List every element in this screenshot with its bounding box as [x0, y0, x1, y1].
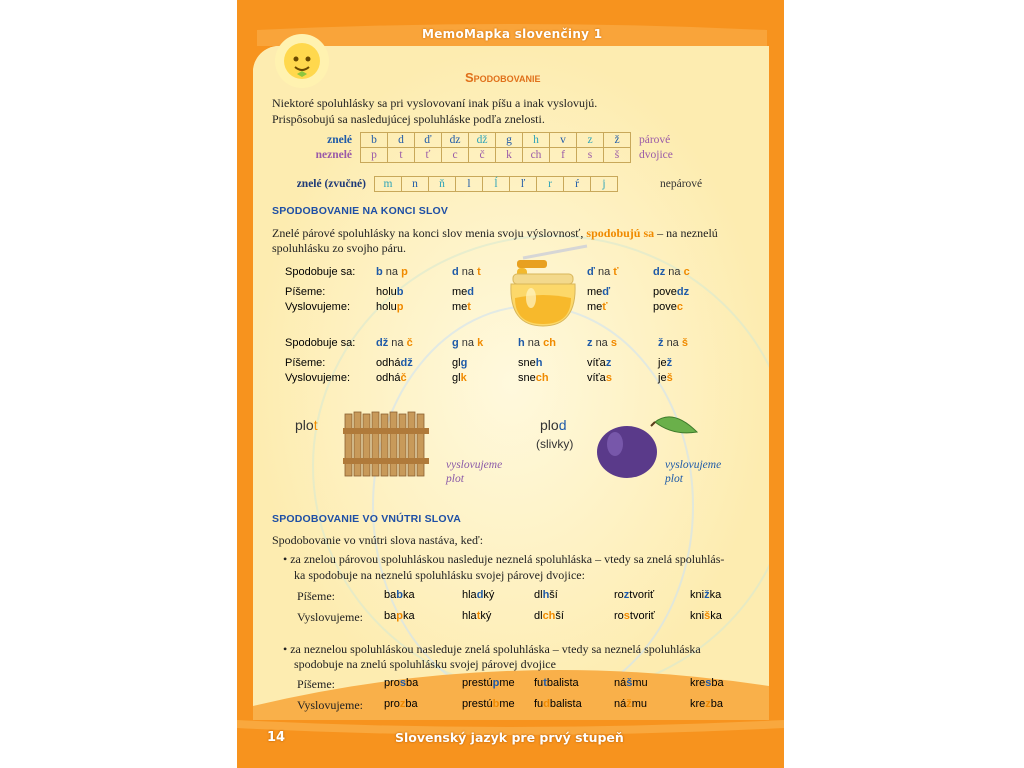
page [237, 0, 784, 768]
word-part: prestú [462, 677, 493, 689]
voiceless-letter: s [577, 148, 604, 163]
word-written-end: b [396, 286, 404, 298]
plod-say-label [665, 458, 721, 486]
label-piseme-1: Píšeme: [285, 286, 326, 298]
section1-text-line2: spoluhlásku zo svojho páru. [272, 241, 406, 255]
word-part: ba [710, 698, 724, 710]
voiceless-sound: p [401, 266, 408, 278]
unpaired-letter: ĺ [483, 177, 510, 192]
word-base: holu [376, 301, 397, 313]
plot-say-2: plot [665, 473, 683, 485]
word-spoken-letter: š [704, 610, 711, 622]
word-spoken-end: k [460, 372, 467, 384]
spoken-word [653, 301, 683, 313]
word-part: tvoriť [629, 610, 655, 622]
word-part: kni [690, 610, 705, 622]
voiceless-letter: p [361, 148, 388, 163]
word-part: ký [483, 589, 495, 601]
word-base: sne [518, 372, 536, 384]
voiced-letter: g [496, 133, 523, 148]
word-part: ro [614, 589, 624, 601]
na-text: na [666, 337, 679, 349]
na-text: na [527, 337, 541, 349]
plod-end: d [558, 417, 567, 433]
word-part: pro [384, 698, 400, 710]
word-part: kni [690, 589, 705, 601]
unpaired-letter: ŕ [564, 177, 591, 192]
plod-base: plo [540, 417, 559, 433]
spoken-word [452, 372, 467, 384]
voiceless-sound: s [610, 337, 617, 349]
sec2-label-piseme-2: Píšeme: [297, 677, 335, 691]
word-part: balista [549, 698, 582, 710]
sound-pair [376, 337, 413, 349]
word-part: ro [614, 610, 624, 622]
spoken-word [587, 372, 612, 384]
sound-pair [658, 337, 688, 349]
word-base: me [452, 301, 468, 313]
voiced-letter: ž [604, 133, 631, 148]
word-part: kre [690, 698, 706, 710]
written-word [653, 286, 689, 298]
unpaired-row [282, 177, 702, 192]
sound-pair [653, 266, 690, 278]
word-part: mu [631, 698, 648, 710]
word-part: ba [384, 589, 397, 601]
section2-title: SPODOBOVANIE VO VNÚTRI SLOVA [272, 513, 461, 525]
voiceless-letter: ť [415, 148, 442, 163]
word-spoken-letter: z [399, 698, 406, 710]
sound-pair [587, 266, 619, 278]
written-word [534, 589, 558, 601]
written-word [376, 357, 413, 369]
spoken-word [614, 610, 655, 622]
sound-pair [376, 266, 408, 278]
written-word [452, 286, 474, 298]
vyslovujeme-label-2: vyslovujeme [665, 459, 722, 471]
word-written-letter: p [492, 677, 500, 689]
page-title: Spodobovanie [465, 70, 541, 85]
voiced-sound: g [452, 337, 459, 349]
spoken-word [462, 610, 491, 622]
voiced-letter: dz [442, 133, 469, 148]
word-base: odhá [376, 372, 401, 384]
voiced-letter: h [523, 133, 550, 148]
plot-say-label [446, 458, 502, 486]
written-word [658, 357, 672, 369]
word-part: me [499, 698, 515, 710]
written-word [518, 357, 542, 369]
voiced-letter: dž [469, 133, 496, 148]
written-word [690, 677, 724, 689]
voiced-letter: v [550, 133, 577, 148]
word-spoken-end: ť [602, 301, 608, 313]
written-word [587, 357, 611, 369]
unpaired-letter: ň [429, 177, 456, 192]
word-spoken-end: š [666, 372, 673, 384]
word-spoken-end: č [400, 372, 407, 384]
voiceless-sound: c [683, 266, 690, 278]
voiced-letter: d [388, 133, 415, 148]
word-part: hla [462, 589, 477, 601]
voiced-sound: ď [587, 266, 595, 278]
word-part: ký [480, 610, 492, 622]
intro-line-1: Niektoré spoluhlásky sa pri vyslovovaní inak píšu a inak vyslovujú. [272, 96, 598, 110]
voiced-row [282, 133, 673, 148]
honey-jar-image [509, 238, 591, 330]
na-text: na [597, 266, 611, 278]
word-spoken-end: ch [535, 372, 549, 384]
voiceless-letter: f [550, 148, 577, 163]
word-spoken-end: s [605, 372, 612, 384]
sound-pair [452, 266, 481, 278]
written-word [384, 589, 415, 601]
header-title: MemoMapka slovenčiny 1 [422, 27, 603, 41]
word-spoken-letter: ž [626, 698, 632, 710]
sound-pair [518, 337, 556, 349]
bullet2-text-1: za neznelou spoluhláskou nasleduje znelá spoluhláska – vtedy sa neznelá spoluhláska [290, 642, 701, 656]
voiceless-letter: ch [523, 148, 550, 163]
sound-pair [452, 337, 483, 349]
bullet1-line2: ka spodobuje na neznelú spoluhlásku svojej párovej dvojice: [294, 568, 585, 582]
word-base: odhá [376, 357, 401, 369]
word-base: holu [376, 286, 397, 298]
spoken-word [534, 610, 564, 622]
word-written-letter: s [705, 677, 712, 689]
unpaired-letter: l [456, 177, 483, 192]
word-base: víťa [587, 357, 606, 369]
word-part: ná [614, 677, 627, 689]
spoken-word [690, 610, 722, 622]
pairs-right-2: dvojice [639, 149, 673, 161]
word-part: ka [402, 610, 415, 622]
voiced-sound: b [376, 266, 383, 278]
word-written-letter: d [476, 589, 484, 601]
voiced-sound: dz [653, 266, 666, 278]
word-part: ka [402, 589, 415, 601]
word-part: ná [614, 698, 627, 710]
written-word [376, 286, 404, 298]
word-written-end: d [467, 286, 475, 298]
sec2-label-piseme-1: Píšeme: [297, 589, 335, 603]
word-written-letter: t [543, 677, 547, 689]
voiceless-label: neznelé [315, 149, 352, 161]
written-word [462, 677, 515, 689]
section1-text-b: – na neznelú [657, 226, 718, 240]
section1-highlight: spodobujú sa [586, 226, 655, 240]
word-part: mu [632, 677, 648, 689]
sec2-label-vyslovujeme-1: Vyslovujeme: [297, 610, 363, 624]
word-base: sne [518, 357, 536, 369]
written-word [452, 357, 467, 369]
word-part: fu [534, 698, 544, 710]
word-spoken-letter: b [492, 698, 500, 710]
unpaired-table [282, 176, 702, 192]
word-part: pro [384, 677, 400, 689]
spoken-word [452, 301, 471, 313]
na-text: na [668, 266, 681, 278]
plod-note: (slivky) [536, 437, 574, 451]
word-written-letter: s [399, 677, 407, 689]
word-base: me [587, 301, 603, 313]
plod-word [540, 417, 566, 433]
written-word [534, 677, 579, 689]
voiceless-row [282, 148, 673, 163]
voiced-sound: dž [376, 337, 389, 349]
voiceless-letter: c [442, 148, 469, 163]
voiced-sound: z [587, 337, 593, 349]
word-written-letter: z [623, 589, 630, 601]
label-spodobuje-1: Spodobuje sa: [285, 266, 356, 278]
word-spoken-letter: t [476, 610, 481, 622]
voiceless-sound: ť [613, 266, 619, 278]
voiced-sound: h [518, 337, 525, 349]
voiceless-sound: š [681, 337, 688, 349]
label-spodobuje-2: Spodobuje sa: [285, 337, 356, 349]
word-spoken-end: c [676, 301, 683, 313]
vyslovujeme-label-1: vyslovujeme [446, 459, 503, 471]
plot-word [295, 417, 318, 433]
bullet2-line2: spodobuje na znelú spoluhlásku svojej párovej dvojice [294, 657, 556, 671]
word-written-end: dz [676, 286, 690, 298]
na-text: na [461, 337, 475, 349]
word-part: prestú [462, 698, 493, 710]
section1-text-line1 [272, 226, 718, 241]
word-spoken-end: t [467, 301, 471, 313]
bullet1-text-1: za znelou párovou spoluhláskou nasleduje neznelá spoluhláska – vtedy sa znelá spoluhlás- [290, 552, 725, 566]
voiced-sound: d [452, 266, 459, 278]
pairs-right-1: párové [639, 134, 671, 146]
word-base: pove [653, 286, 677, 298]
spoken-word [376, 301, 404, 313]
word-spoken-letter: s [623, 610, 630, 622]
word-part: ba [384, 610, 397, 622]
voiced-letter: ď [415, 133, 442, 148]
bullet2-line1: • za neznelou spoluhláskou nasleduje znelá spoluhláska – vtedy sa neznelá spoluhláska [283, 642, 701, 656]
intro-line-2: Prispôsobujú sa nasledujúcej spoluhláske podľa znelosti. [272, 112, 545, 126]
spoken-word [614, 698, 647, 710]
word-base: víťa [587, 372, 606, 384]
word-base: me [587, 286, 603, 298]
word-written-end: h [535, 357, 543, 369]
voiceless-letter: k [496, 148, 523, 163]
word-spoken-letter: ch [542, 610, 556, 622]
word-part: ší [549, 589, 558, 601]
na-text: na [595, 337, 608, 349]
word-base: me [452, 286, 468, 298]
spoken-word [376, 372, 407, 384]
unpaired-letter: j [591, 177, 618, 192]
voiced-sound: ž [658, 337, 664, 349]
unpaired-letter: n [402, 177, 429, 192]
word-written-letter: b [396, 589, 403, 601]
word-part: kre [690, 677, 706, 689]
written-word [614, 589, 654, 601]
voiceless-sound: t [477, 266, 481, 278]
spoken-word [462, 698, 515, 710]
unpaired-label: znelé (zvučné) [296, 178, 366, 190]
word-spoken-letter: z [705, 698, 711, 710]
spoken-word [690, 698, 723, 710]
written-word [384, 677, 418, 689]
label-vyslovujeme-1: Vyslovujeme: [285, 301, 351, 313]
unpaired-letter: m [375, 177, 402, 192]
section1-text-a: Znelé párové spoluhlásky na konci slov menia svoju výslovnosť, [272, 226, 584, 240]
voiceless-sound: ch [543, 337, 556, 349]
word-part: dl [534, 589, 543, 601]
sun-icon [273, 32, 331, 90]
word-base: gl [452, 357, 461, 369]
plot-end: t [313, 417, 318, 433]
plot-say-1: plot [446, 473, 464, 485]
word-spoken-letter: p [396, 610, 403, 622]
word-written-end: z [605, 357, 612, 369]
voiceless-sound: k [477, 337, 484, 349]
word-written-letter: h [542, 589, 550, 601]
written-word [462, 589, 494, 601]
word-written-letter: ž [704, 589, 710, 601]
word-base: pove [653, 301, 677, 313]
pairs-table [282, 132, 673, 163]
word-part: ba [711, 677, 724, 689]
footer-title: Slovenský jazyk pre prvý stupeň [395, 730, 624, 745]
bullet1-line1: • za znelou párovou spoluhláskou nasleduje neznelá spoluhláska – vtedy sa znelá spoluhlás- [283, 552, 725, 566]
word-part: tvoriť [629, 589, 655, 601]
word-part: balista [546, 677, 579, 689]
word-part: fu [534, 677, 544, 689]
na-text: na [461, 266, 475, 278]
spoken-word [518, 372, 549, 384]
word-base: je [658, 372, 667, 384]
sound-pair [587, 337, 617, 349]
word-spoken-letter: d [543, 698, 550, 710]
voiceless-letter: š [604, 148, 631, 163]
word-written-end: dž [400, 357, 413, 369]
voiced-letter: b [361, 133, 388, 148]
word-base: gl [452, 372, 461, 384]
word-written-end: ď [602, 286, 611, 298]
unpaired-letter: r [537, 177, 564, 192]
na-text: na [385, 266, 399, 278]
spoken-word [384, 698, 418, 710]
word-part: me [499, 677, 515, 689]
na-text: na [391, 337, 404, 349]
word-written-end: ž [666, 357, 673, 369]
word-part: ba [405, 698, 418, 710]
voiceless-letter: č [469, 148, 496, 163]
section1-title: SPODOBOVANIE NA KONCI SLOV [272, 205, 449, 217]
label-vyslovujeme-2: Vyslovujeme: [285, 372, 351, 384]
written-word [614, 677, 648, 689]
voiced-label: znelé [327, 134, 352, 146]
word-part: hla [462, 610, 477, 622]
word-part: ka [709, 589, 722, 601]
voiceless-sound: č [406, 337, 413, 349]
sec2-label-vyslovujeme-2: Vyslovujeme: [297, 698, 363, 712]
spoken-word [658, 372, 673, 384]
spoken-word [534, 698, 582, 710]
fence-image [343, 408, 429, 478]
label-piseme-2: Píšeme: [285, 357, 326, 369]
voiceless-letter: t [388, 148, 415, 163]
spoken-word [384, 610, 415, 622]
unpaired-right: nepárové [660, 178, 703, 190]
word-written-letter: š [626, 677, 633, 689]
word-base: je [658, 357, 667, 369]
unpaired-letter: ľ [510, 177, 537, 192]
voiced-letter: z [577, 133, 604, 148]
word-written-end: g [460, 357, 468, 369]
word-part: dl [534, 610, 543, 622]
section2-intro: Spodobovanie vo vnútri slova nastáva, keď: [272, 533, 484, 547]
word-part: ší [555, 610, 564, 622]
plot-base: plo [295, 417, 314, 433]
word-part: ka [710, 610, 722, 622]
word-part: ba [406, 677, 419, 689]
page-number: 14 [267, 730, 286, 745]
written-word [690, 589, 721, 601]
word-spoken-end: p [396, 301, 404, 313]
